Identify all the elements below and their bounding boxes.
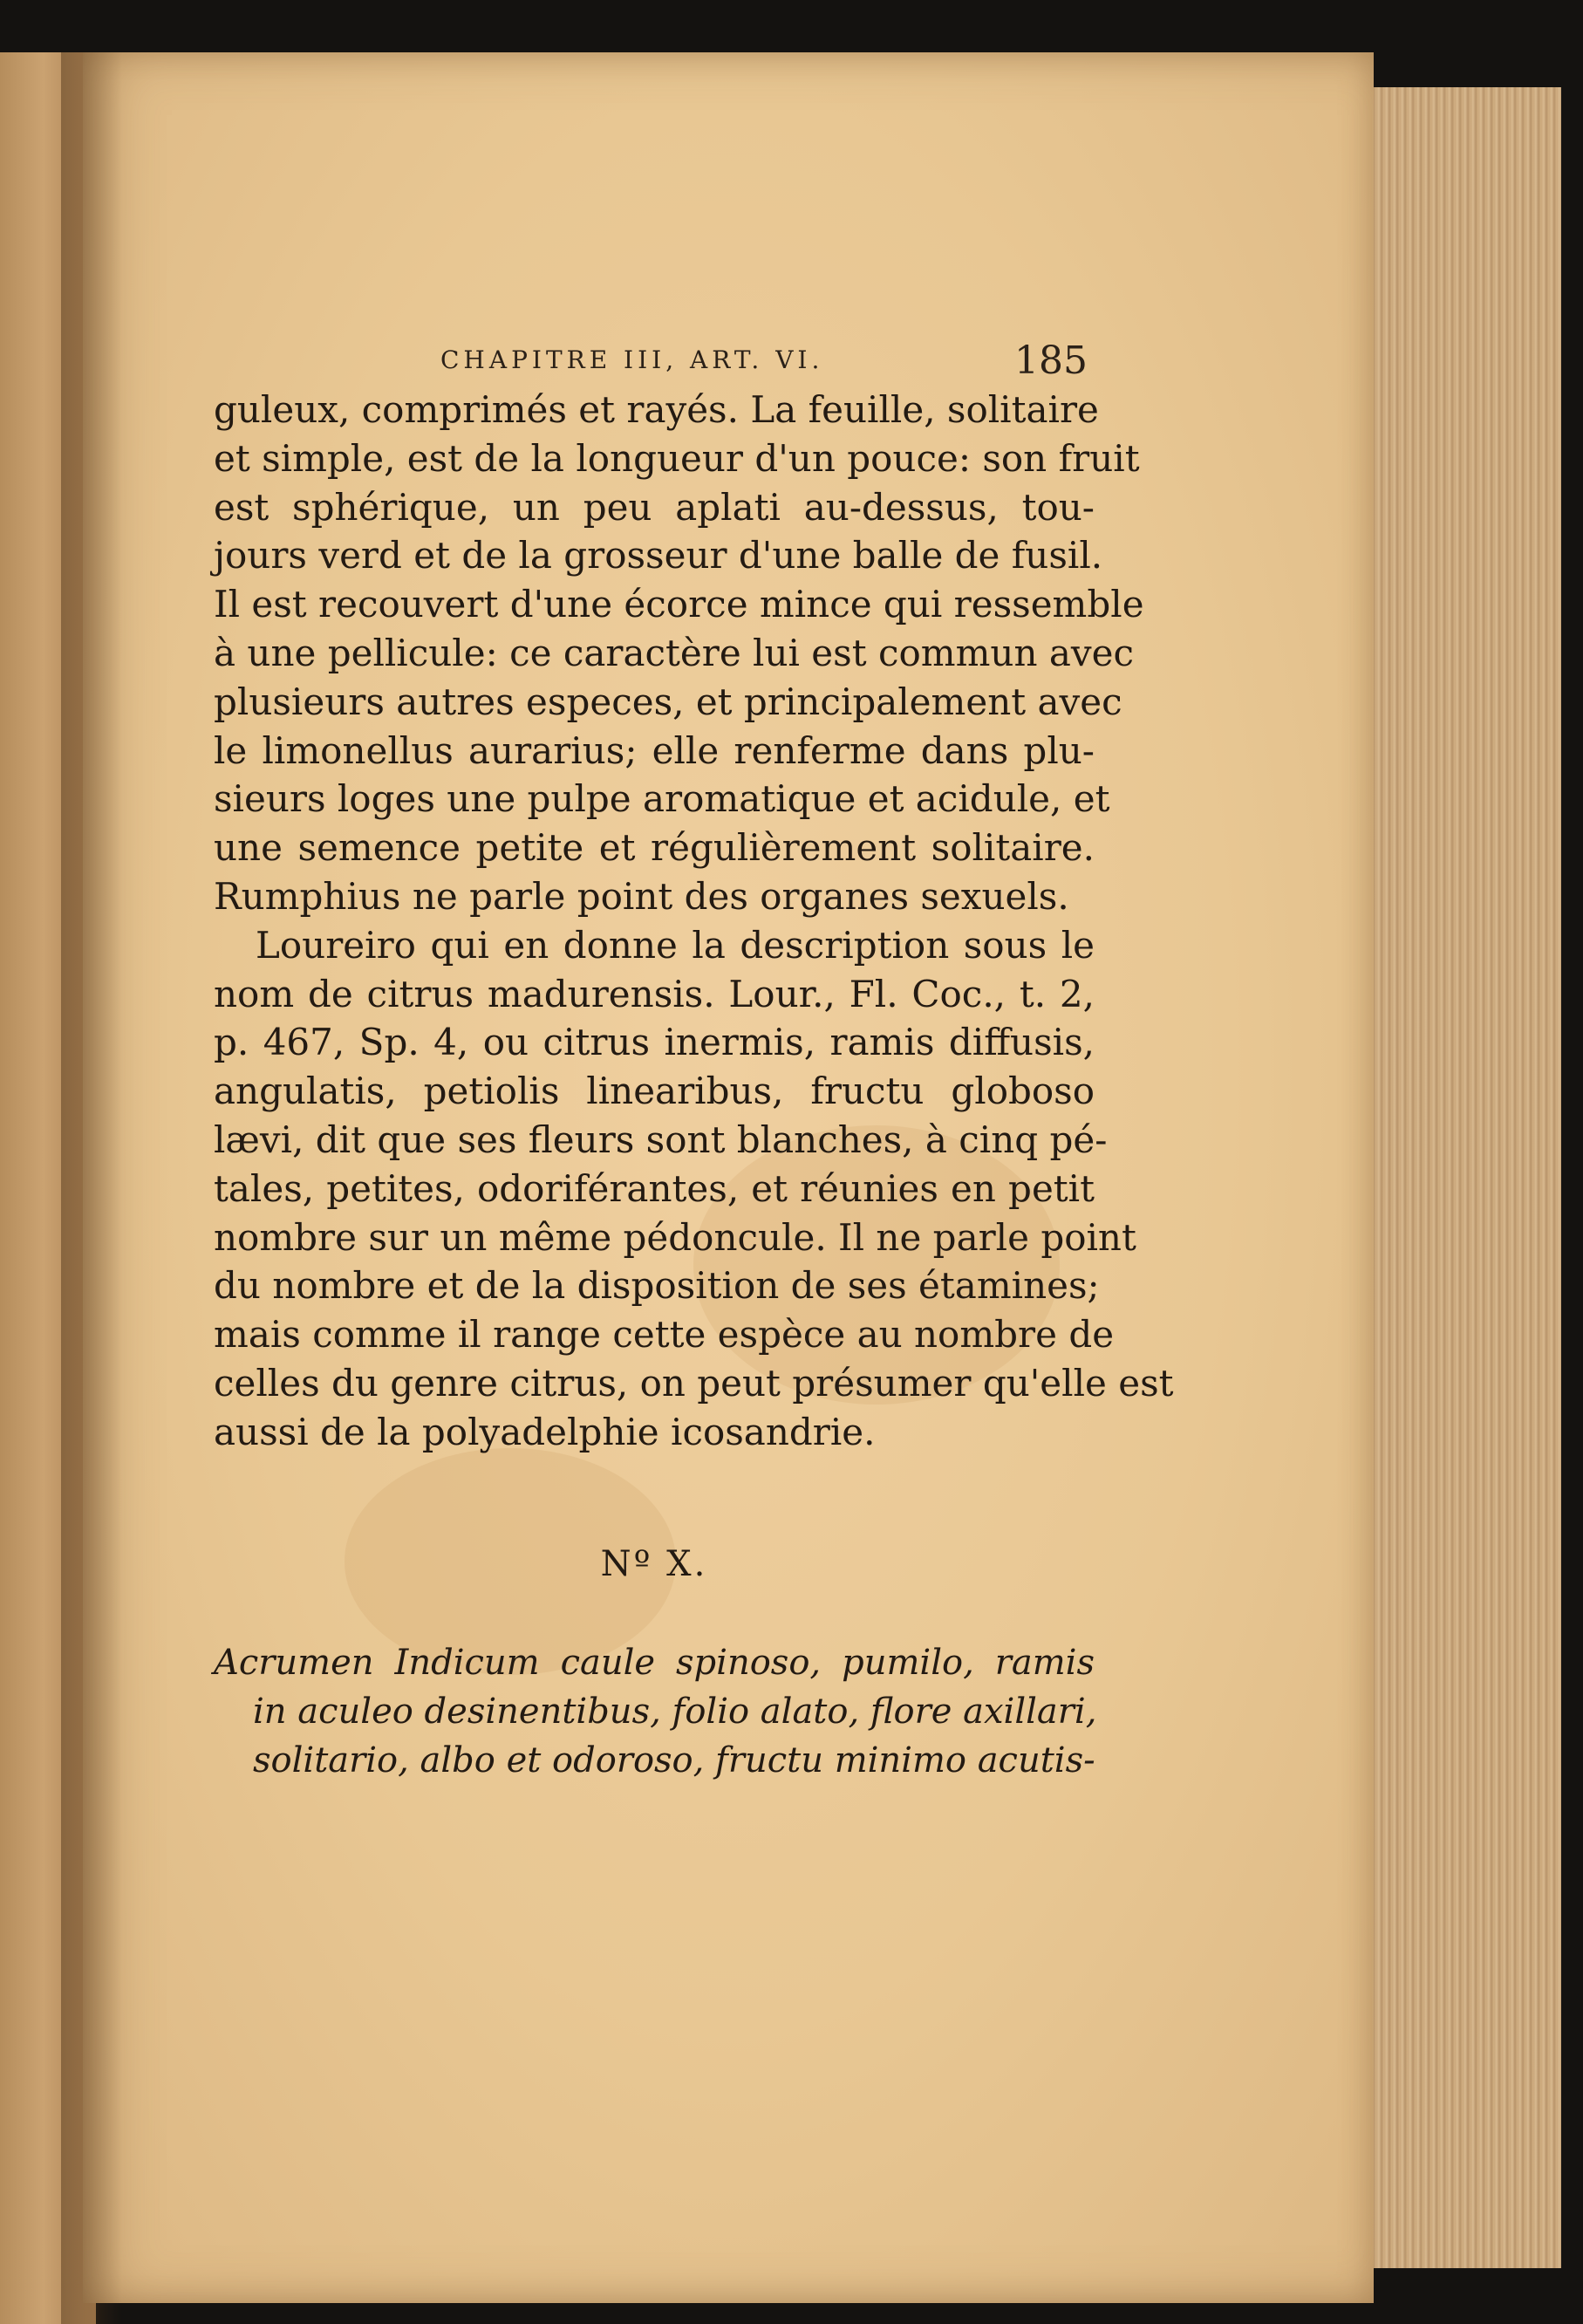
text-line: est sphérique, un peu aplati au-dessus, tou- [214, 485, 1095, 529]
text-line: du nombre et de la disposition de ses étamines; [214, 1264, 1100, 1308]
page-stack-edges [1361, 87, 1561, 2268]
text-line: celles du genre citrus, on peut présumer qu'elle est [214, 1361, 1174, 1405]
text-line: plusieurs autres especes, et principalement avec [214, 680, 1122, 723]
section-heading: Nº X. [600, 1544, 708, 1584]
chapter-title: CHAPITRE III, ART. VI. [440, 345, 824, 374]
text-line: sieurs loges une pulpe aromatique et acidule, et [214, 777, 1110, 821]
latin-line: solitario, albo et odoroso, fructu minimo acutis- [253, 1740, 1095, 1781]
page-number: 185 [1014, 338, 1088, 383]
body-text [214, 386, 1174, 1457]
latin-line: Acrumen Indicum caule spinoso, pumilo, ramis [214, 1643, 1095, 1683]
text-line: mais comme il range cette espèce au nombre de [214, 1313, 1115, 1357]
text-line: jours verd et de la grosseur d'une balle de fusil. [214, 534, 1103, 578]
latin-description [214, 1638, 1095, 1785]
text-line: nombre sur un même pédoncule. Il ne parle point [214, 1215, 1136, 1259]
text-line: à une pellicule: ce caractère lui est commun avec [214, 631, 1135, 674]
text-line: Rumphius ne parle point des organes sexuels. [214, 874, 1069, 918]
text-line: guleux, comprimés et rayés. La feuille, solitaire [214, 388, 1099, 431]
latin-line: in aculeo desinentibus, folio alato, flore axillari, [253, 1692, 1097, 1732]
text-line: tales, petites, odoriférantes, et réunies en petit [214, 1166, 1095, 1210]
text-line: et simple, est de la longueur d'un pouce: son fruit [214, 436, 1140, 480]
text-line: angulatis, petiolis linearibus, fructu globoso [214, 1070, 1095, 1113]
running-head [440, 338, 1103, 391]
text-line: aussi de la polyadelphie icosandrie. [214, 1410, 876, 1453]
text-line: lævi, dit que ses fleurs sont blanches, à cinq pé- [214, 1118, 1108, 1161]
text-line: nom de citrus madurensis. Lour., Fl. Coc., t. 2, [214, 972, 1095, 1015]
text-line: une semence petite et régulièrement solitaire. [214, 826, 1095, 870]
text-line: Il est recouvert d'une écorce mince qui ressemble [214, 583, 1144, 626]
binding-gutter-shadow [61, 52, 122, 2324]
text-line: p. 467, Sp. 4, ou citrus inermis, ramis diffusis, [214, 1021, 1095, 1064]
text-line: le limonellus aurarius; elle renferme dans plu- [214, 728, 1095, 772]
text-line: Loureiro qui en donne la description sous le [256, 923, 1095, 967]
